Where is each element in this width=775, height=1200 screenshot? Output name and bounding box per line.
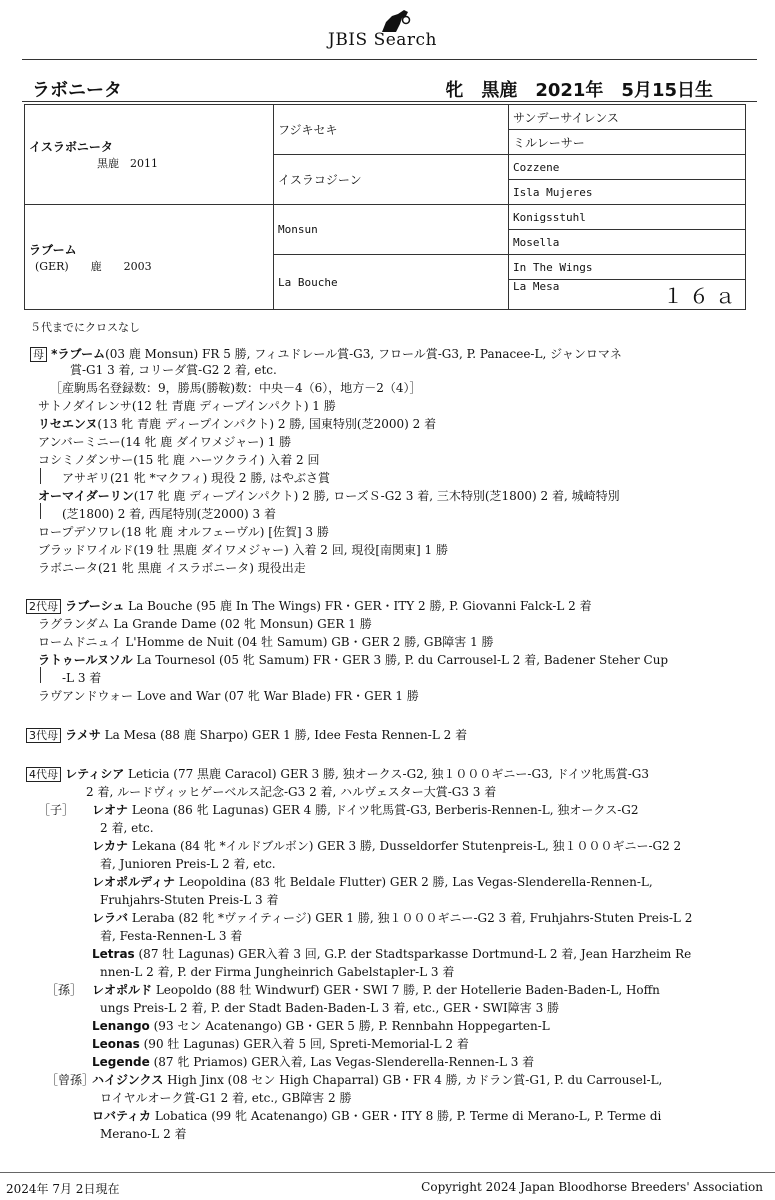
horse-name: ラボニータ — [32, 80, 122, 101]
dam-cell — [25, 205, 274, 310]
dd-dam-cell — [509, 280, 746, 310]
ds-dam-cell: Mosella — [509, 230, 746, 255]
record-line — [92, 838, 681, 854]
relation-label: ［曾孫］ — [46, 1073, 95, 1087]
footer-date: 2024年 7月 2日現在 — [6, 1182, 120, 1196]
record-text: High Jinx (08 セン High Chaparral) GB・FR 4 勝, カドラン賞-G1, P. du Carrousel-L, — [163, 1073, 663, 1087]
record-text: (13 牝 青鹿 ディープインパクト) 2 勝, 国東特別(芝2000) 2 着 — [97, 417, 437, 431]
record-line — [100, 820, 154, 836]
record-line — [92, 1054, 534, 1070]
sire-sire-cell: フジキセキ — [274, 105, 509, 155]
record-line — [100, 1000, 559, 1016]
record-text: Lekana (84 牝 *イルドブルボン) GER 3 勝, Dusseldorfer Stutenpreis-L, 独１０００ギニー-G2 2 — [128, 839, 682, 853]
tree-bar — [40, 468, 41, 484]
pedigree-table — [24, 104, 746, 310]
record-line — [100, 856, 276, 872]
horse-bold-name: レティシア — [61, 767, 125, 781]
record-line — [38, 452, 319, 468]
horse-bold-name: オーマイダーリン — [38, 489, 134, 503]
record-line — [100, 1090, 351, 1106]
record-line — [100, 1126, 187, 1142]
record-text: -L 3 着 — [62, 671, 102, 685]
record-text: ロームドニュイ L'Homme de Nuit (04 牡 Samum) GB・GER 2 勝, GB障害 1 勝 — [38, 635, 494, 649]
sd-sire-cell: Cozzene — [509, 155, 746, 180]
header-rule — [22, 59, 757, 60]
record-line — [38, 802, 639, 818]
record-line — [46, 982, 660, 998]
horse-bold-name: ラメサ — [61, 728, 101, 742]
record-text: nnen-L 2 着, P. der Firma Jungheinrich Gabelstapler-L 3 着 — [100, 965, 455, 979]
record-text: ロープデソワレ(18 牝 鹿 オルフェーヴル) [佐賀] 3 勝 — [38, 525, 329, 539]
record-line — [38, 652, 668, 668]
record-text: 着, Festa-Rennen-L 3 着 — [100, 929, 243, 943]
record-text: アンバーミニー(14 牝 鹿 ダイワメジャー) 1 勝 — [38, 435, 292, 449]
record-line — [38, 634, 494, 650]
record-line — [92, 1108, 661, 1124]
record-text: Leticia (77 黒鹿 Caracol) GER 3 勝, 独オークス-G2, 独１０００ギニー-G3, ドイツ牝馬賞-G3 — [124, 767, 650, 781]
record-text: アサギリ(21 牝 *マクフィ) 現役 2 勝, はやぶさ賞 — [62, 471, 331, 485]
record-line — [92, 910, 692, 926]
tree-bar — [40, 667, 41, 683]
record-text: ラグランダム La Grande Dame (02 牝 Monsun) GER 1 勝 — [38, 617, 372, 631]
record-text: ロイヤルオーク賞-G1 2 着, etc., GB障害 2 勝 — [100, 1091, 352, 1105]
record-text: (17 牝 鹿 ディープインパクト) 2 勝, ローズＳ-G2 3 着, 三木特別(芝1800) 2 着, 城崎特別 — [133, 489, 620, 503]
sire-cell — [25, 105, 274, 205]
record-text: La Tournesol (05 牝 Samum) FR・GER 3 勝, P. du Carrousel-L 2 着, Badener Steher Cup — [132, 653, 669, 667]
record-text: 賞-G1 3 着, コリーダ賞-G2 2 着, etc. — [70, 363, 277, 377]
record-line — [62, 506, 276, 522]
record-text: (90 牡 Lagunas) GER入着 5 回, Spreti-Memorial-L 2 着 — [139, 1037, 469, 1051]
record-text: Leopoldo (88 牡 Windwurf) GER・SWI 7 勝, P. der Hotellerie Baden-Baden-L, Hoffn — [152, 983, 660, 997]
horse-info: 牝 黒鹿 2021年 5月15日生 — [445, 80, 713, 101]
record-line — [100, 964, 454, 980]
record-text: 2 着, ルードヴィッヒゲーベルス記念-G3 2 着, ハルヴェスター大賞-G3 3 着 — [86, 785, 497, 799]
record-text: Fruhjahrs-Stuten Preis-L 3 着 — [100, 893, 279, 907]
record-line — [38, 688, 419, 704]
record-line — [38, 542, 448, 558]
relation-label: ［孫］ — [46, 983, 83, 997]
horse-bold-name: ロバティカ — [92, 1109, 152, 1123]
record-line — [38, 524, 329, 540]
cross-note: ５代までにクロスなし — [30, 321, 140, 334]
sd-dam-cell: Isla Mujeres — [509, 180, 746, 205]
record-line — [26, 598, 592, 615]
footer-rule — [0, 1172, 775, 1173]
dd-sire-cell: In The Wings — [509, 255, 746, 280]
record-text: (93 セン Acatenango) GB・GER 5 勝, P. Rennbahn Hoppegarten-L — [149, 1019, 550, 1033]
record-line — [92, 1018, 550, 1034]
horse-bold-name: *ラブーム — [47, 347, 106, 361]
relation-label: ［子］ — [38, 803, 75, 817]
family-number: １６ａ — [663, 284, 741, 308]
record-text: (03 鹿 Monsun) FR 5 勝, フィユドレール賞-G3, フロール賞-G3, P. Panacee-L, ジャンロマネ — [105, 347, 622, 361]
sire-detail: 黒鹿 2011 — [97, 157, 158, 170]
horse-bold-name: ラブーシュ — [61, 599, 125, 613]
record-line — [38, 488, 620, 504]
tree-bar — [40, 503, 41, 519]
horse-bold-name: レオポルド — [92, 983, 153, 997]
ss-sire-cell: サンデーサイレンス — [509, 105, 746, 130]
horse-bold-name: Legende — [92, 1055, 150, 1069]
record-text: 2 着, etc. — [100, 821, 154, 835]
record-line — [26, 766, 649, 783]
record-line — [92, 1036, 469, 1052]
record-line — [92, 946, 691, 962]
record-text: La Mesa (88 鹿 Sharpo) GER 1 勝, Idee Festa Rennen-L 2 着 — [100, 728, 468, 742]
record-line — [62, 470, 330, 486]
ss-dam-cell: ミルレーサー — [509, 130, 746, 155]
record-text: ［産駒馬名登録数：9，勝馬(勝鞍)数：中央－4（6），地方－2（4）］ — [50, 381, 422, 395]
record-line — [26, 727, 467, 744]
record-line — [38, 416, 436, 432]
record-text: (芝1800) 2 着, 西尾特別(芝2000) 3 着 — [62, 507, 276, 521]
horse-bold-name: レカナ — [92, 839, 129, 853]
sire-name: イスラボニータ — [29, 140, 113, 154]
dam-dam-cell: La Bouche — [274, 255, 509, 310]
dam-sire-cell: Monsun — [274, 205, 509, 255]
record-text: Leona (86 牝 Lagunas) GER 4 勝, ドイツ牝馬賞-G3, Berberis-Rennen-L, 独オークス-G2 — [128, 803, 639, 817]
logo-text: JBIS Search — [328, 30, 438, 50]
horse-bold-name: Lenango — [92, 1019, 150, 1033]
horse-bold-name: レラバ — [92, 911, 129, 925]
record-line — [70, 362, 277, 378]
generation-badge: 4代母 — [26, 767, 61, 782]
record-text: ラボニータ(21 牝 黒鹿 イスラボニータ) 現役出走 — [38, 561, 306, 575]
record-line — [86, 784, 496, 800]
dd-dam-name: La Mesa — [513, 280, 560, 293]
record-line — [100, 928, 242, 944]
footer-copyright: Copyright 2024 Japan Bloodhorse Breeders' Association — [421, 1180, 763, 1194]
ds-sire-cell: Konigsstuhl — [509, 205, 746, 230]
horse-bold-name: ハイジンクス — [92, 1073, 164, 1087]
horse-bold-name: レオナ — [92, 803, 129, 817]
record-text: ラヴアンドウォー Love and War (07 牝 War Blade) FR・GER 1 勝 — [38, 689, 419, 703]
record-line — [38, 616, 372, 632]
record-text: (87 牝 Priamos) GER入着, Las Vegas-Slenderella-Rennen-L 3 着 — [149, 1055, 535, 1069]
record-text: 着, Junioren Preis-L 2 着, etc. — [100, 857, 276, 871]
record-text: La Bouche (95 鹿 In The Wings) FR・GER・ITY 2 勝, P. Giovanni Falck-L 2 着 — [124, 599, 592, 613]
record-text: ungs Preis-L 2 着, P. der Stadt Baden-Baden-L 3 着, etc., GER・SWI障害 3 勝 — [100, 1001, 560, 1015]
record-text: Leraba (82 牝 *ヴァイティージ) GER 1 勝, 独１０００ギニー-G2 3 着, Fruhjahrs-Stuten Preis-L 2 — [128, 911, 693, 925]
jbis-logo — [328, 8, 468, 54]
horse-bold-name: リセエンヌ — [38, 417, 98, 431]
record-line — [62, 670, 101, 686]
dam-name: ラブーム — [29, 242, 77, 257]
record-line — [92, 874, 653, 890]
record-line — [38, 398, 336, 414]
record-line — [50, 380, 422, 396]
generation-badge: 2代母 — [26, 599, 61, 614]
record-text: Lobatica (99 牝 Acatenango) GB・GER・ITY 8 勝, P. Terme di Merano-L, P. Terme di — [151, 1109, 662, 1123]
record-line — [38, 560, 306, 576]
record-text: ブラッドワイルド(19 牡 黒鹿 ダイワメジャー) 入着 2 回, 現役[南関東] 1 勝 — [38, 543, 448, 557]
record-line — [100, 892, 279, 908]
record-text: Leopoldina (83 牝 Beldale Flutter) GER 2 勝, Las Vegas-Slenderella-Rennen-L, — [175, 875, 653, 889]
dam-detail: (GER) 鹿 2003 — [35, 259, 152, 273]
generation-badge: 母 — [30, 347, 47, 362]
record-text: (87 牡 Lagunas) GER入着 3 回, G.P. der Stadtsparkasse Dortmund-L 2 着, Jean Harzheim Re — [134, 947, 692, 961]
record-line — [46, 1072, 662, 1088]
record-text: コシミノダンサー(15 牝 鹿 ハーツクライ) 入着 2 回 — [38, 453, 320, 467]
record-line — [30, 346, 622, 363]
horse-bold-name: Leonas — [92, 1037, 140, 1051]
name-rule — [22, 101, 757, 102]
record-text: Merano-L 2 着 — [100, 1127, 187, 1141]
record-line — [38, 434, 291, 450]
record-text: サトノダイレンサ(12 牡 青鹿 ディープインパクト) 1 勝 — [38, 399, 336, 413]
generation-badge: 3代母 — [26, 728, 61, 743]
horse-bold-name: レオポルディナ — [92, 875, 176, 889]
horse-bold-name: Letras — [92, 947, 135, 961]
sire-dam-cell: イスラコジーン — [274, 155, 509, 205]
horse-bold-name: ラトゥールヌソル — [38, 653, 133, 667]
